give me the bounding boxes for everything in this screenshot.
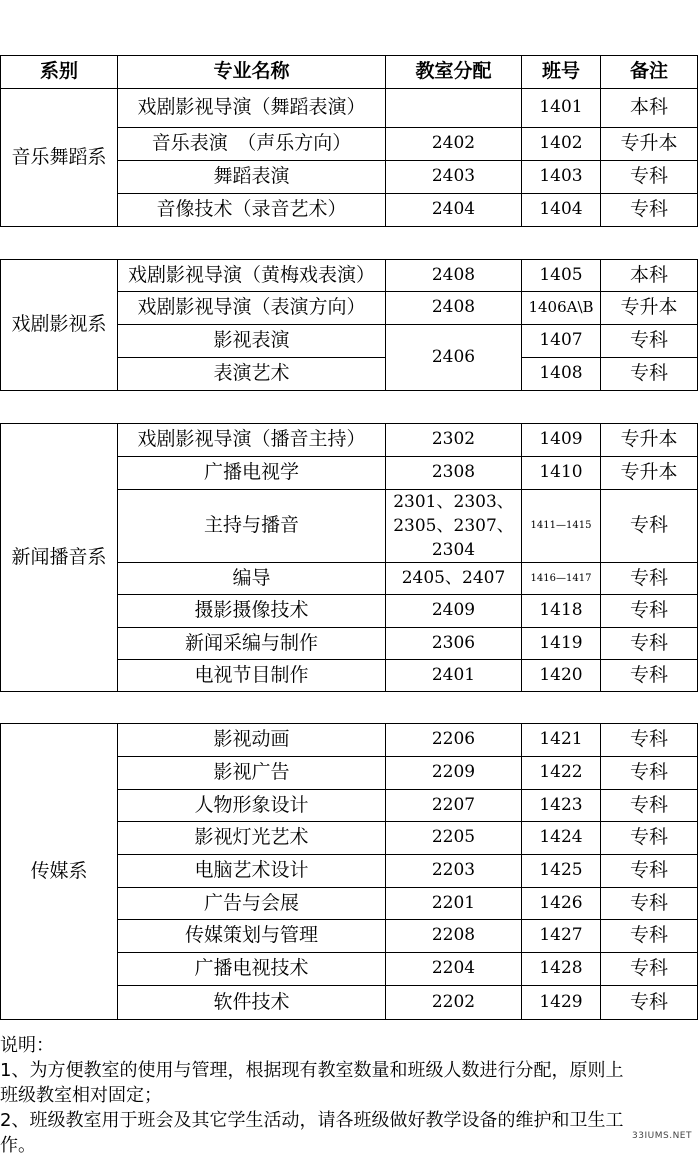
major-cell: 舞蹈表演 <box>118 161 386 194</box>
room-cell: 2406 <box>386 325 522 391</box>
room-line: 2305、2307、 <box>393 516 514 536</box>
dept-name: 新闻播音系 <box>1 424 118 692</box>
note-cell: 专升本 <box>601 424 698 457</box>
room-cell: 2306 <box>386 628 522 660</box>
class-cell: 1428 <box>522 953 601 986</box>
class-cell: 1406A\B <box>522 292 601 325</box>
table-row <box>1 424 698 457</box>
room-cell: 2207 <box>386 790 522 822</box>
major-cell: 广告与会展 <box>118 888 386 920</box>
watermark: 33IUMS.NET <box>632 1131 692 1141</box>
notes-line: 2、班级教室用于班会及其它学生活动，请各班级做好教学设备的维护和卫生工 <box>0 1110 624 1131</box>
class-cell: 1429 <box>522 986 601 1020</box>
note-cell: 专科 <box>601 920 698 953</box>
class-cell: 1421 <box>522 724 601 757</box>
note-cell: 专升本 <box>601 457 698 490</box>
room-cell: 2403 <box>386 161 522 194</box>
class-cell: 1424 <box>522 822 601 855</box>
room-cell: 2308 <box>386 457 522 490</box>
room-cell: 2404 <box>386 194 522 227</box>
class-cell: 1410 <box>522 457 601 490</box>
room-cell: 2203 <box>386 855 522 888</box>
major-cell: 戏剧影视导演（舞蹈表演） <box>118 89 386 128</box>
major-cell: 电视节目制作 <box>118 660 386 692</box>
table-row <box>1 89 698 128</box>
room-cell: 2408 <box>386 260 522 292</box>
room-line: 2304 <box>431 540 476 560</box>
note-cell: 专升本 <box>601 292 698 325</box>
table-row <box>1 260 698 292</box>
note-cell: 本科 <box>601 89 698 128</box>
class-cell: 1407 <box>522 325 601 358</box>
notes-title: 说明： <box>0 1035 54 1056</box>
note-cell: 专科 <box>601 490 698 563</box>
major-cell: 戏剧影视导演（播音主持） <box>118 424 386 457</box>
room-cell <box>386 89 522 128</box>
class-cell: 1416—1417 <box>522 563 601 595</box>
room-cell: 2302 <box>386 424 522 457</box>
class-cell: 1427 <box>522 920 601 953</box>
major-cell: 影视表演 <box>118 325 386 358</box>
note-cell: 专科 <box>601 757 698 790</box>
note-cell: 专科 <box>601 986 698 1020</box>
room-cell: 2208 <box>386 920 522 953</box>
major-cell: 音像技术（录音艺术） <box>118 194 386 227</box>
class-cell: 1425 <box>522 855 601 888</box>
room-cell: 2205 <box>386 822 522 855</box>
class-cell: 1403 <box>522 161 601 194</box>
note-cell: 专科 <box>601 790 698 822</box>
major-cell: 传媒策划与管理 <box>118 920 386 953</box>
major-cell: 编导 <box>118 563 386 595</box>
dept-name: 音乐舞蹈系 <box>1 89 118 227</box>
note-cell: 专科 <box>601 855 698 888</box>
notes-section <box>0 1033 700 1158</box>
class-cell: 1408 <box>522 358 601 391</box>
major-cell: 软件技术 <box>118 986 386 1020</box>
class-cell: 1422 <box>522 757 601 790</box>
dept-name: 传媒系 <box>1 724 118 1020</box>
room-cell: 2401 <box>386 660 522 692</box>
notes-line: 作。 <box>0 1135 36 1156</box>
major-cell: 表演艺术 <box>118 358 386 391</box>
room-cell: 2206 <box>386 724 522 757</box>
class-cell: 1426 <box>522 888 601 920</box>
table-media <box>0 723 698 1020</box>
notes-line: 1、为方便教室的使用与管理，根据现有教室数量和班级人数进行分配，原则上 <box>0 1060 624 1081</box>
note-cell: 专科 <box>601 194 698 227</box>
major-cell: 影视广告 <box>118 757 386 790</box>
table-music-dance <box>0 55 698 227</box>
room-cell: 2409 <box>386 595 522 628</box>
note-cell: 专科 <box>601 358 698 391</box>
major-cell: 影视动画 <box>118 724 386 757</box>
note-cell: 专科 <box>601 325 698 358</box>
class-cell: 1409 <box>522 424 601 457</box>
major-cell: 广播电视学 <box>118 457 386 490</box>
major-cell: 电脑艺术设计 <box>118 855 386 888</box>
note-cell: 专升本 <box>601 128 698 161</box>
major-cell: 主持与播音 <box>118 490 386 563</box>
class-cell: 1404 <box>522 194 601 227</box>
header-sys: 系别 <box>1 56 118 89</box>
header-note: 备注 <box>601 56 698 89</box>
table-news-broadcast <box>0 423 698 692</box>
class-cell: 1423 <box>522 790 601 822</box>
note-cell: 专科 <box>601 563 698 595</box>
dept-name: 戏剧影视系 <box>1 260 118 391</box>
room-cell: 2209 <box>386 757 522 790</box>
room-line: 2301、2303、 <box>393 492 514 512</box>
header-row <box>1 56 698 89</box>
notes-line: 班级教室相对固定； <box>0 1085 162 1106</box>
major-cell: 戏剧影视导演（表演方向） <box>118 292 386 325</box>
room-cell <box>386 490 522 563</box>
room-cell: 2402 <box>386 128 522 161</box>
class-cell: 1401 <box>522 89 601 128</box>
header-class: 班号 <box>522 56 601 89</box>
major-cell: 摄影摄像技术 <box>118 595 386 628</box>
major-cell: 影视灯光艺术 <box>118 822 386 855</box>
major-cell: 戏剧影视导演（黄梅戏表演） <box>118 260 386 292</box>
room-cell: 2202 <box>386 986 522 1020</box>
note-cell: 专科 <box>601 595 698 628</box>
header-major: 专业名称 <box>118 56 386 89</box>
note-cell: 专科 <box>601 161 698 194</box>
room-cell: 2405、2407 <box>386 563 522 595</box>
major-cell: 人物形象设计 <box>118 790 386 822</box>
class-cell: 1418 <box>522 595 601 628</box>
note-cell: 专科 <box>601 888 698 920</box>
header-room: 教室分配 <box>386 56 522 89</box>
room-cell: 2201 <box>386 888 522 920</box>
class-cell: 1420 <box>522 660 601 692</box>
note-cell: 专科 <box>601 822 698 855</box>
class-cell: 1405 <box>522 260 601 292</box>
major-cell: 广播电视技术 <box>118 953 386 986</box>
major-cell: 音乐表演 （声乐方向） <box>118 128 386 161</box>
table-drama-film <box>0 259 698 391</box>
note-cell: 本科 <box>601 260 698 292</box>
room-cell: 2204 <box>386 953 522 986</box>
major-cell: 新闻采编与制作 <box>118 628 386 660</box>
note-cell: 专科 <box>601 953 698 986</box>
note-cell: 专科 <box>601 660 698 692</box>
note-cell: 专科 <box>601 628 698 660</box>
class-cell: 1419 <box>522 628 601 660</box>
room-cell: 2408 <box>386 292 522 325</box>
note-cell: 专科 <box>601 724 698 757</box>
class-cell: 1402 <box>522 128 601 161</box>
class-cell: 1411—1415 <box>522 490 601 563</box>
table-row <box>1 724 698 757</box>
